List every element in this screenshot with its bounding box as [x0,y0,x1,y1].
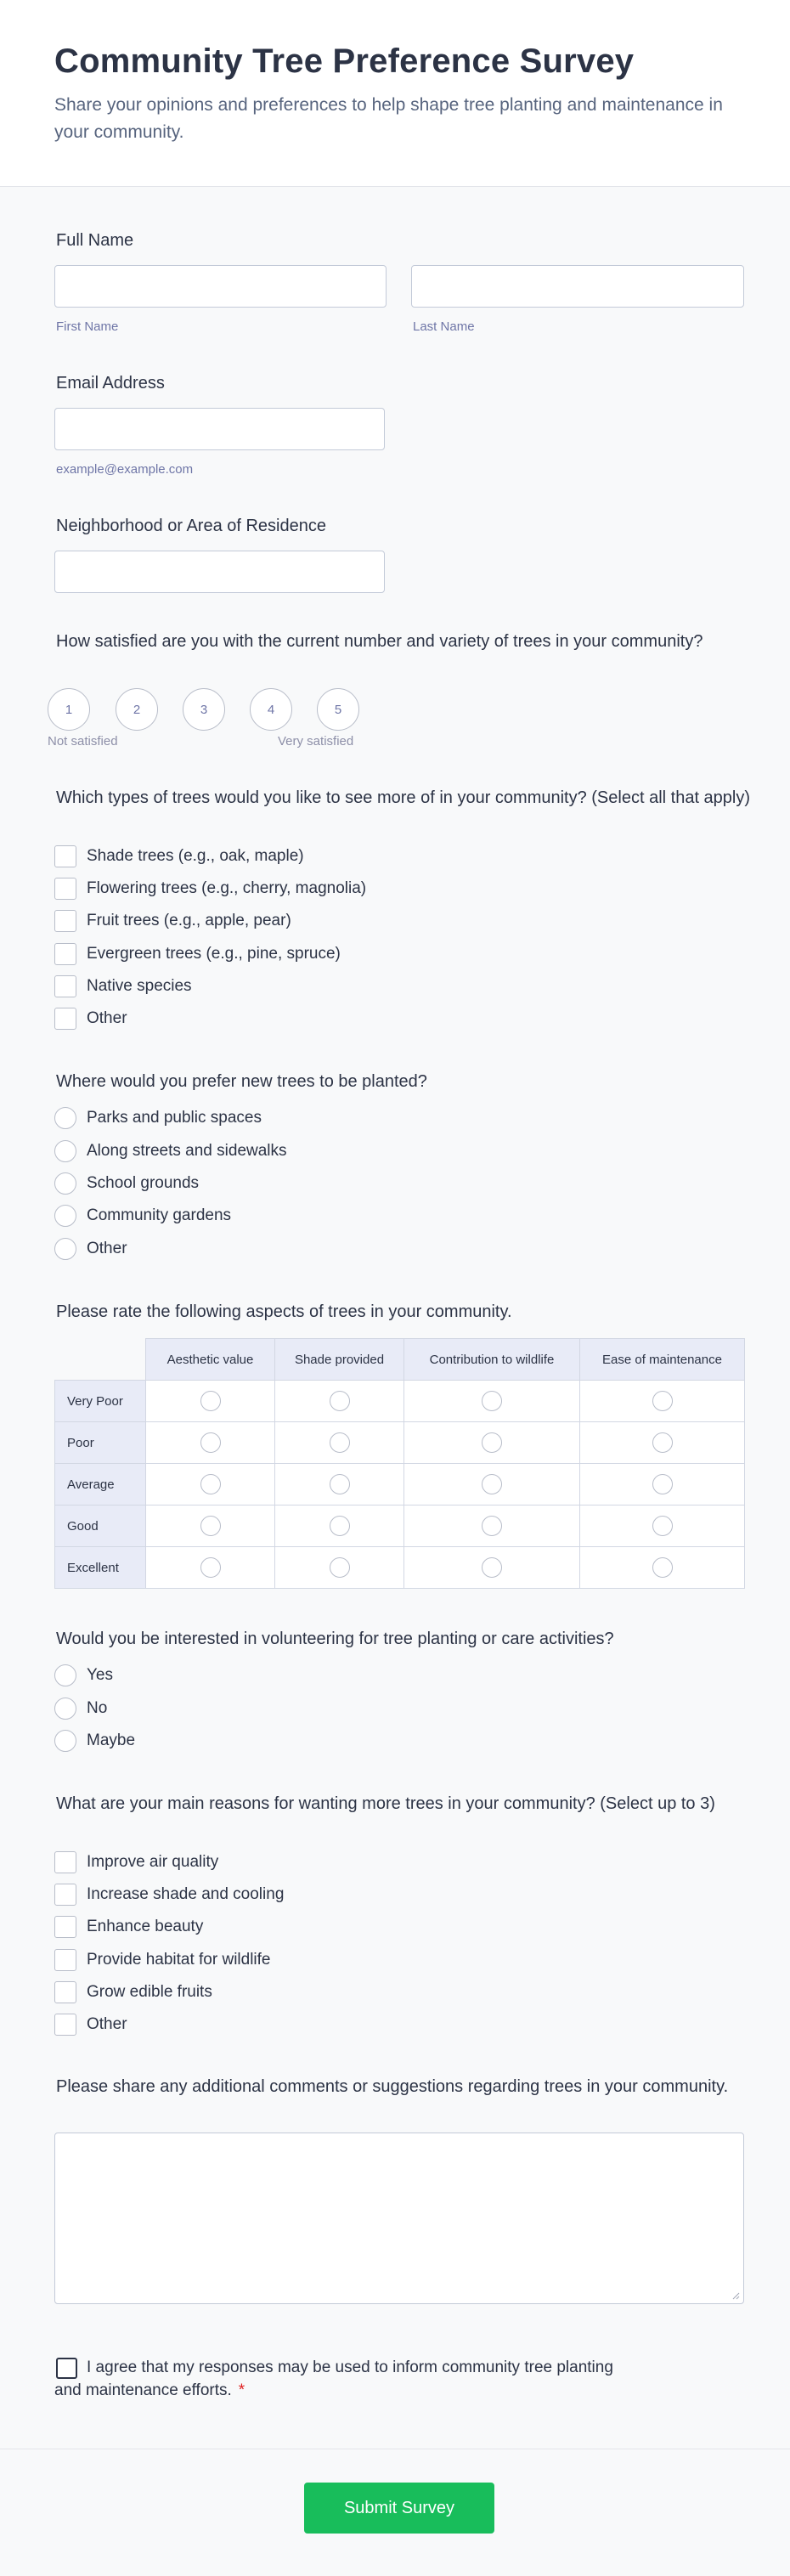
option-label: Increase shade and cooling [87,1885,285,1903]
scale-option-5[interactable]: 5 [317,688,359,731]
reason-option[interactable] [54,1915,203,1939]
matrix-column-header: Contribution to wildlife [404,1339,580,1381]
required-mark: * [238,2381,245,2399]
option-label: Native species [87,977,192,995]
scale-option-1[interactable]: 1 [48,688,90,731]
tree-types-label: Which types of trees would you like to see more of in your community? (Select all that apply) [56,788,751,807]
location-option[interactable] [54,1106,262,1130]
matrix-row-header: Average [55,1464,146,1505]
matrix-radio[interactable] [330,1557,350,1578]
page-title: Community Tree Preference Survey [54,42,635,80]
matrix-radio[interactable] [482,1391,502,1411]
matrix-radio[interactable] [652,1391,673,1411]
agree-label [54,2356,632,2402]
option-label: Other [87,1009,127,1027]
radio[interactable] [54,1107,76,1129]
full-name-label: Full Name [56,231,134,250]
option-label: Evergreen trees (e.g., pine, spruce) [87,945,341,963]
reason-option[interactable] [54,2013,127,2037]
reason-option[interactable] [54,1883,284,1907]
satisfaction-label: How satisfied are you with the current number and variety of trees in your community? [56,632,703,651]
checkbox[interactable] [54,2014,76,2036]
matrix-radio[interactable] [330,1474,350,1494]
matrix-radio[interactable] [482,1432,502,1453]
tree-type-option[interactable] [54,974,192,998]
matrix-column-header: Ease of maintenance [580,1339,745,1381]
option-label: Shade trees (e.g., oak, maple) [87,847,304,865]
radio[interactable] [54,1205,76,1227]
checkbox[interactable] [54,943,76,965]
email-input[interactable] [54,408,385,450]
matrix-radio[interactable] [200,1557,221,1578]
option-label: Fruit trees (e.g., apple, pear) [87,912,291,929]
tree-type-option[interactable] [54,909,291,933]
agree-text: I agree that my responses may be used to inform community tree planting and maintenance efforts. [54,2359,613,2399]
matrix-radio[interactable] [652,1432,673,1453]
submit-button[interactable]: Submit Survey [304,2483,494,2534]
volunteer-option[interactable] [54,1697,107,1720]
scale-option-4[interactable]: 4 [250,688,292,731]
matrix-radio[interactable] [652,1557,673,1578]
option-label: Other [87,1240,127,1257]
location-option[interactable] [54,1204,231,1228]
matrix-radio[interactable] [330,1391,350,1411]
matrix-radio[interactable] [652,1474,673,1494]
comments-label: Please share any additional comments or suggestions regarding trees in your community. [56,2077,729,2096]
checkbox[interactable] [54,1008,76,1030]
tree-type-option[interactable] [54,942,341,966]
matrix-radio[interactable] [652,1516,673,1536]
radio[interactable] [54,1664,76,1686]
matrix-row-header: Very Poor [55,1381,146,1422]
last-name-sublabel: Last Name [413,319,475,334]
matrix-radio[interactable] [482,1474,502,1494]
option-label: Provide habitat for wildlife [87,1951,271,1969]
matrix-radio[interactable] [200,1432,221,1453]
planting-location-label: Where would you prefer new trees to be planted? [56,1072,427,1091]
matrix-radio[interactable] [200,1474,221,1494]
checkbox[interactable] [54,1851,76,1873]
option-label: Enhance beauty [87,1918,204,1935]
checkbox[interactable] [54,1884,76,1906]
checkbox[interactable] [54,878,76,900]
location-option[interactable] [54,1139,287,1163]
option-label: Parks and public spaces [87,1109,262,1127]
location-option[interactable] [54,1237,127,1261]
page-subtitle: Share your opinions and preferences to help shape tree planting and maintenance in your community. [54,95,723,142]
reasons-label: What are your main reasons for wanting more trees in your community? (Select up to 3) [56,1794,715,1813]
option-label: Along streets and sidewalks [87,1142,287,1160]
neighborhood-label: Neighborhood or Area of Residence [56,517,326,535]
scale-high-label: Very satisfied [278,734,354,749]
volunteer-label: Would you be interested in volunteering for tree planting or care activities? [56,1630,614,1648]
matrix-radio[interactable] [482,1557,502,1578]
first-name-sublabel: First Name [56,319,119,334]
resize-handle-icon[interactable] [731,2291,740,2300]
scale-option-2[interactable]: 2 [116,688,158,731]
matrix-column-header: Aesthetic value [146,1339,275,1381]
email-sublabel: example@example.com [56,462,194,477]
option-label: Grow edible fruits [87,1983,212,2001]
volunteer-option[interactable] [54,1664,113,1687]
scale-low-label: Not satisfied [48,734,118,749]
matrix-column-header: Shade provided [275,1339,404,1381]
checkbox[interactable] [54,1949,76,1971]
tree-type-option[interactable] [54,845,304,868]
checkbox[interactable] [54,845,76,867]
checkbox[interactable] [54,1981,76,2003]
option-label: Improve air quality [87,1853,219,1871]
tree-type-option[interactable] [54,1007,127,1031]
location-option[interactable] [54,1172,199,1195]
volunteer-option[interactable] [54,1729,135,1753]
matrix-row [55,1547,745,1589]
checkbox[interactable] [54,1916,76,1938]
rating-matrix-label: Please rate the following aspects of trees in your community. [56,1302,512,1321]
option-label: Other [87,2015,127,2033]
matrix-row [55,1505,745,1547]
matrix-row [55,1464,745,1505]
rating-matrix [54,1338,745,1589]
neighborhood-input[interactable] [54,551,385,593]
form-header [0,0,790,187]
email-label: Email Address [56,374,165,393]
reason-option[interactable] [54,1980,212,2004]
radio[interactable] [54,1238,76,1260]
matrix-row-header: Good [55,1505,146,1547]
reason-option[interactable] [54,1948,271,1972]
radio[interactable] [54,1140,76,1162]
option-label: Community gardens [87,1206,232,1224]
reason-option[interactable] [54,1850,218,1874]
option-label: Yes [87,1666,113,1684]
matrix-row-header: Excellent [55,1547,146,1589]
last-name-input[interactable] [411,265,744,308]
matrix-row [55,1422,745,1464]
radio[interactable] [54,1730,76,1752]
matrix-radio[interactable] [330,1432,350,1453]
matrix-corner [55,1339,146,1381]
matrix-radio[interactable] [330,1516,350,1536]
first-name-input[interactable] [54,265,387,308]
checkbox[interactable] [54,910,76,932]
matrix-row [55,1381,745,1422]
matrix-radio[interactable] [200,1516,221,1536]
radio[interactable] [54,1698,76,1720]
comments-textarea[interactable] [54,2133,744,2304]
tree-type-option[interactable] [54,877,366,901]
option-label: Maybe [87,1731,136,1749]
scale-option-3[interactable]: 3 [183,688,225,731]
matrix-radio[interactable] [200,1391,221,1411]
option-label: No [87,1699,108,1717]
radio[interactable] [54,1172,76,1195]
matrix-row-header: Poor [55,1422,146,1464]
option-label: Flowering trees (e.g., cherry, magnolia) [87,879,367,897]
checkbox[interactable] [54,975,76,997]
option-label: School grounds [87,1174,200,1192]
matrix-radio[interactable] [482,1516,502,1536]
